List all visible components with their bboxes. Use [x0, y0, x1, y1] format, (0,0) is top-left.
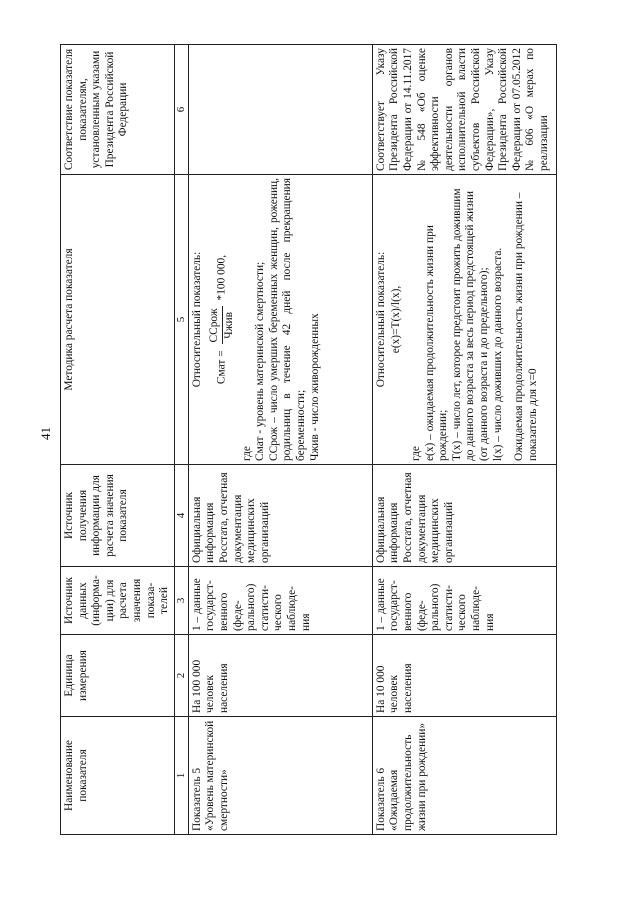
page-number: 41 [38, 427, 53, 440]
formula-right: *100 000, [216, 254, 229, 301]
indicator-compliance: Соответствует Указу Президента Российской Федерации от 14.11.2017 № 548 «Об оценке эффективности деятельности органов исполнительной власти субъектов Российской Федерации», Указу Президента Российской Федерации от 07.05.2012 № 606 «О мерах по реализации [372, 45, 556, 175]
indicator-unit: На 100 000 человек населения [188, 635, 372, 717]
header-compliance: Соответствие показателя показателям, установленным указами Президента Российской Федерации [61, 45, 175, 175]
method-definition: l(x) – число доживших до данного возраста. [491, 247, 504, 461]
method-note: Ожидаемая продолжительность жизни при рождении – показатель для x=0 [513, 192, 539, 461]
header-method: Методика расчета показателя [61, 175, 175, 465]
col-number: 1 [174, 717, 188, 835]
method-intro: Относительный показатель: [374, 251, 387, 388]
formula-denominator: Чжив [222, 312, 235, 339]
rotated-table-wrapper [60, 45, 580, 835]
indicator-method [188, 175, 372, 465]
col-number: 3 [174, 567, 188, 635]
method-where: где [409, 446, 422, 461]
table-row [372, 45, 556, 835]
indicator-source-info: Официальная информация Росстата, отчетная документация медицинских организаций [372, 465, 556, 567]
method-formula: e(x)=T(x)/l(x), [390, 285, 403, 354]
col-number: 2 [174, 635, 188, 717]
column-number-row [174, 45, 188, 835]
col-number: 4 [174, 465, 188, 567]
table-row [188, 45, 372, 835]
indicator-name: Показатель 6 «Ожидаемая продолжительность жизни при рождении» [372, 717, 556, 835]
method-intro: Относительный показатель: [190, 251, 203, 388]
indicator-compliance [188, 45, 372, 175]
col-number: 5 [174, 175, 188, 465]
formula-numerator: ССрож [208, 306, 223, 344]
header-unit: Единица измерения [61, 635, 175, 717]
header-name: Наименование показателя [61, 717, 175, 835]
header-source-data: Источник данных (информа-ции) для расчета значения показа-телей [61, 567, 175, 635]
indicator-source-info: Официальная информация Росстата, отчетная документация медицинских организаций [188, 465, 372, 567]
method-definition: Чжив - число живорожденных [308, 313, 321, 461]
method-formula [208, 178, 236, 461]
method-definition: ССрож – число умерших беременных женщин, рожениц, родильниц в течение 42 дней после прекращения беременности; [267, 178, 307, 461]
method-definition: e(x) – ожидаемая продолжительность жизни при рождении; [423, 225, 450, 461]
table-header-row [61, 45, 175, 835]
indicator-name: Показатель 5 «Уровень материнской смертности» [188, 717, 372, 835]
col-number: 6 [174, 45, 188, 175]
method-definition: Смат - уровень материнской смертности; [254, 261, 267, 461]
indicator-method [372, 175, 556, 465]
header-source-info: Источник получения информации для расчета значения показателя [61, 465, 175, 567]
indicator-unit: На 10 000 человек населения [372, 635, 556, 717]
indicator-source-data: 1 – данные государст-венного (феде-рального) статисти-ческого наблюде-ния [372, 567, 556, 635]
formula-left: Смат = [216, 350, 229, 385]
formula-fraction [208, 306, 236, 344]
indicator-source-data: 1 – данные государст-венного (феде-рального) статисти-ческого наблюде-ния [188, 567, 372, 635]
indicators-table [60, 44, 557, 835]
method-definition: T(x) – число лет, которое предстоит прожить дожившим до данного возраста за весь период предстоящей жизни (от данного возраста и до предельного); [450, 188, 490, 461]
method-where: где [240, 446, 253, 461]
